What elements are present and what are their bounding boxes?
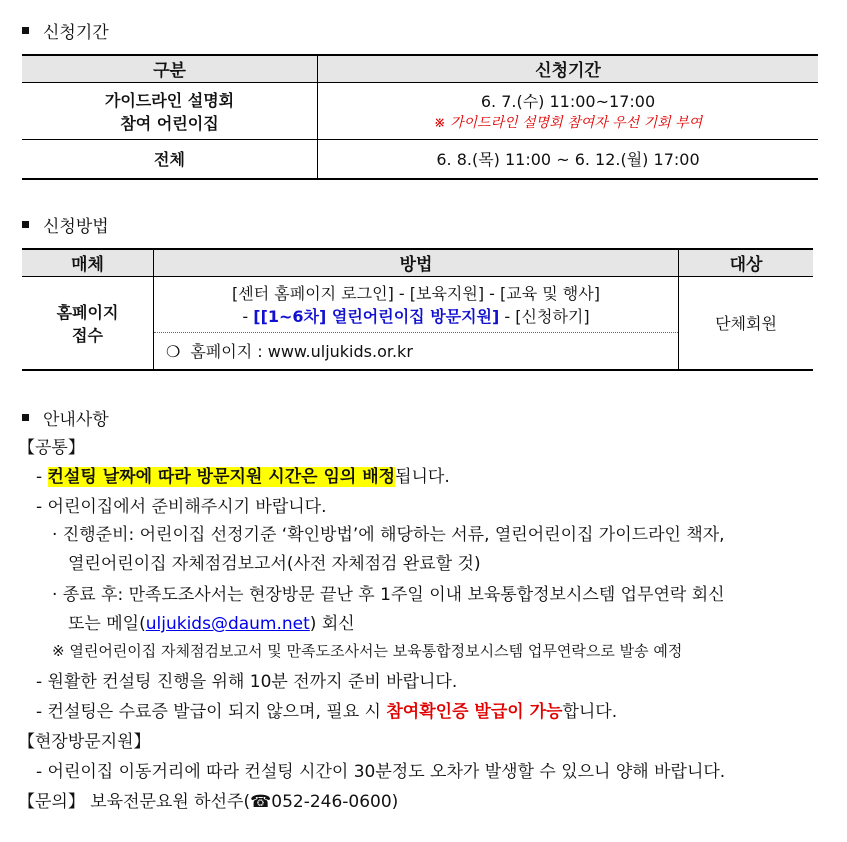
row-label-line: 참여 어린이집 xyxy=(120,113,219,133)
guide-line: · 진행준비: 어린이집 선정기준 ‘확인방법’에 해당하는 서류, 열린어린이집 가이드라인 책자, xyxy=(52,525,725,545)
square-bullet-icon xyxy=(22,414,29,421)
dash: - xyxy=(36,467,43,487)
text: 또는 메일( xyxy=(68,614,146,634)
column-header: 구분 xyxy=(22,55,318,82)
highlighted-text: 컨설팅 날짜에 따라 방문지원 시간은 임의 배정 xyxy=(47,467,396,487)
homepage-cell xyxy=(154,332,679,370)
path-prefix: - xyxy=(242,307,254,326)
contact-line: 【문의】 보육전문요원 하선주(☎052-246-0600) xyxy=(18,792,399,812)
text: 합니다. xyxy=(562,702,618,722)
priority-note: ※ 가이드라인 설명회 참여자 우선 기회 부여 xyxy=(433,115,703,131)
table-row xyxy=(22,82,818,139)
guide-line: - 어린이집 이동거리에 따라 컨설팅 시간이 30분정도 오차가 발생할 수 있으니 양해 바랍니다. xyxy=(36,762,726,782)
path-suffix: - [신청하기] xyxy=(499,307,590,326)
guide-line xyxy=(36,462,450,487)
period-cell xyxy=(318,82,819,139)
group-heading: 【현장방문지원】 xyxy=(18,732,151,752)
guide-note: ※ 열린어린이집 자체점검보고서 및 만족도조사서는 보육통합정보시스템 업무연락으로 발송 예정 xyxy=(52,642,683,660)
period-value: 6. 7.(수) 11:00~17:00 xyxy=(480,92,656,111)
text: - 컨설팅은 수료증 발급이 되지 않으며, 필요 시 xyxy=(36,702,387,722)
period-value: 6. 8.(목) 11:00 ~ 6. 12.(월) 17:00 xyxy=(436,150,700,170)
medium-line: 홈페이지 xyxy=(56,302,119,322)
section-title: 신청기간 xyxy=(43,23,109,43)
section-title: 신청방법 xyxy=(43,217,109,237)
square-bullet-icon xyxy=(22,27,29,34)
group-heading: 【공통】 xyxy=(18,438,85,458)
period-table xyxy=(22,54,818,180)
column-header: 신청기간 xyxy=(318,55,819,82)
section-title: 안내사항 xyxy=(43,410,109,430)
row-label xyxy=(22,82,318,139)
homepage-url[interactable]: 홈페이지 : www.uljukids.or.kr xyxy=(190,342,413,362)
program-name: [[1~6차] 열린어린이집 방문지원] xyxy=(253,307,500,326)
guide-line: - 어린이집에서 준비해주시기 바랍니다. xyxy=(36,497,327,517)
text: 됩니다. xyxy=(395,467,450,487)
emphasis-text: 참여확인증 발급이 가능 xyxy=(386,702,563,722)
row-label: 전체 xyxy=(22,139,318,179)
medium-line: 접수 xyxy=(72,325,103,345)
email-link[interactable]: uljukids@daum.net xyxy=(145,614,310,634)
section-heading-method xyxy=(22,212,109,237)
section-heading-guide xyxy=(22,405,109,430)
square-bullet-icon xyxy=(22,221,29,228)
table-row xyxy=(22,139,818,179)
row-label-line: 가이드라인 설명회 xyxy=(104,90,235,110)
path-cell xyxy=(154,276,679,332)
guide-line xyxy=(36,697,617,722)
path-line: [센터 홈페이지 로그인] - [보육지원] - [교육 및 행사] xyxy=(232,284,600,303)
text: ) 회신 xyxy=(309,614,355,634)
guide-line: · 종료 후: 만족도조사서는 현장방문 끝난 후 1주일 이내 보육통합정보시스템 업무연락 회신 xyxy=(52,585,725,605)
method-table xyxy=(22,248,813,371)
column-header: 방법 xyxy=(154,249,679,276)
medium-cell xyxy=(22,276,154,370)
guide-line: - 원활한 컨설팅 진행을 위해 10분 전까지 준비 바랍니다. xyxy=(36,672,458,692)
target-cell: 단체회원 xyxy=(679,276,814,370)
circle-bullet-icon: ❍ xyxy=(166,342,181,362)
column-header: 매체 xyxy=(22,249,154,276)
section-heading-period xyxy=(22,18,109,43)
guide-line xyxy=(68,609,355,634)
column-header: 대상 xyxy=(679,249,814,276)
guide-line: 열린어린이집 자체점검보고서(사전 자체점검 완료할 것) xyxy=(68,554,481,574)
path-line xyxy=(154,304,678,327)
